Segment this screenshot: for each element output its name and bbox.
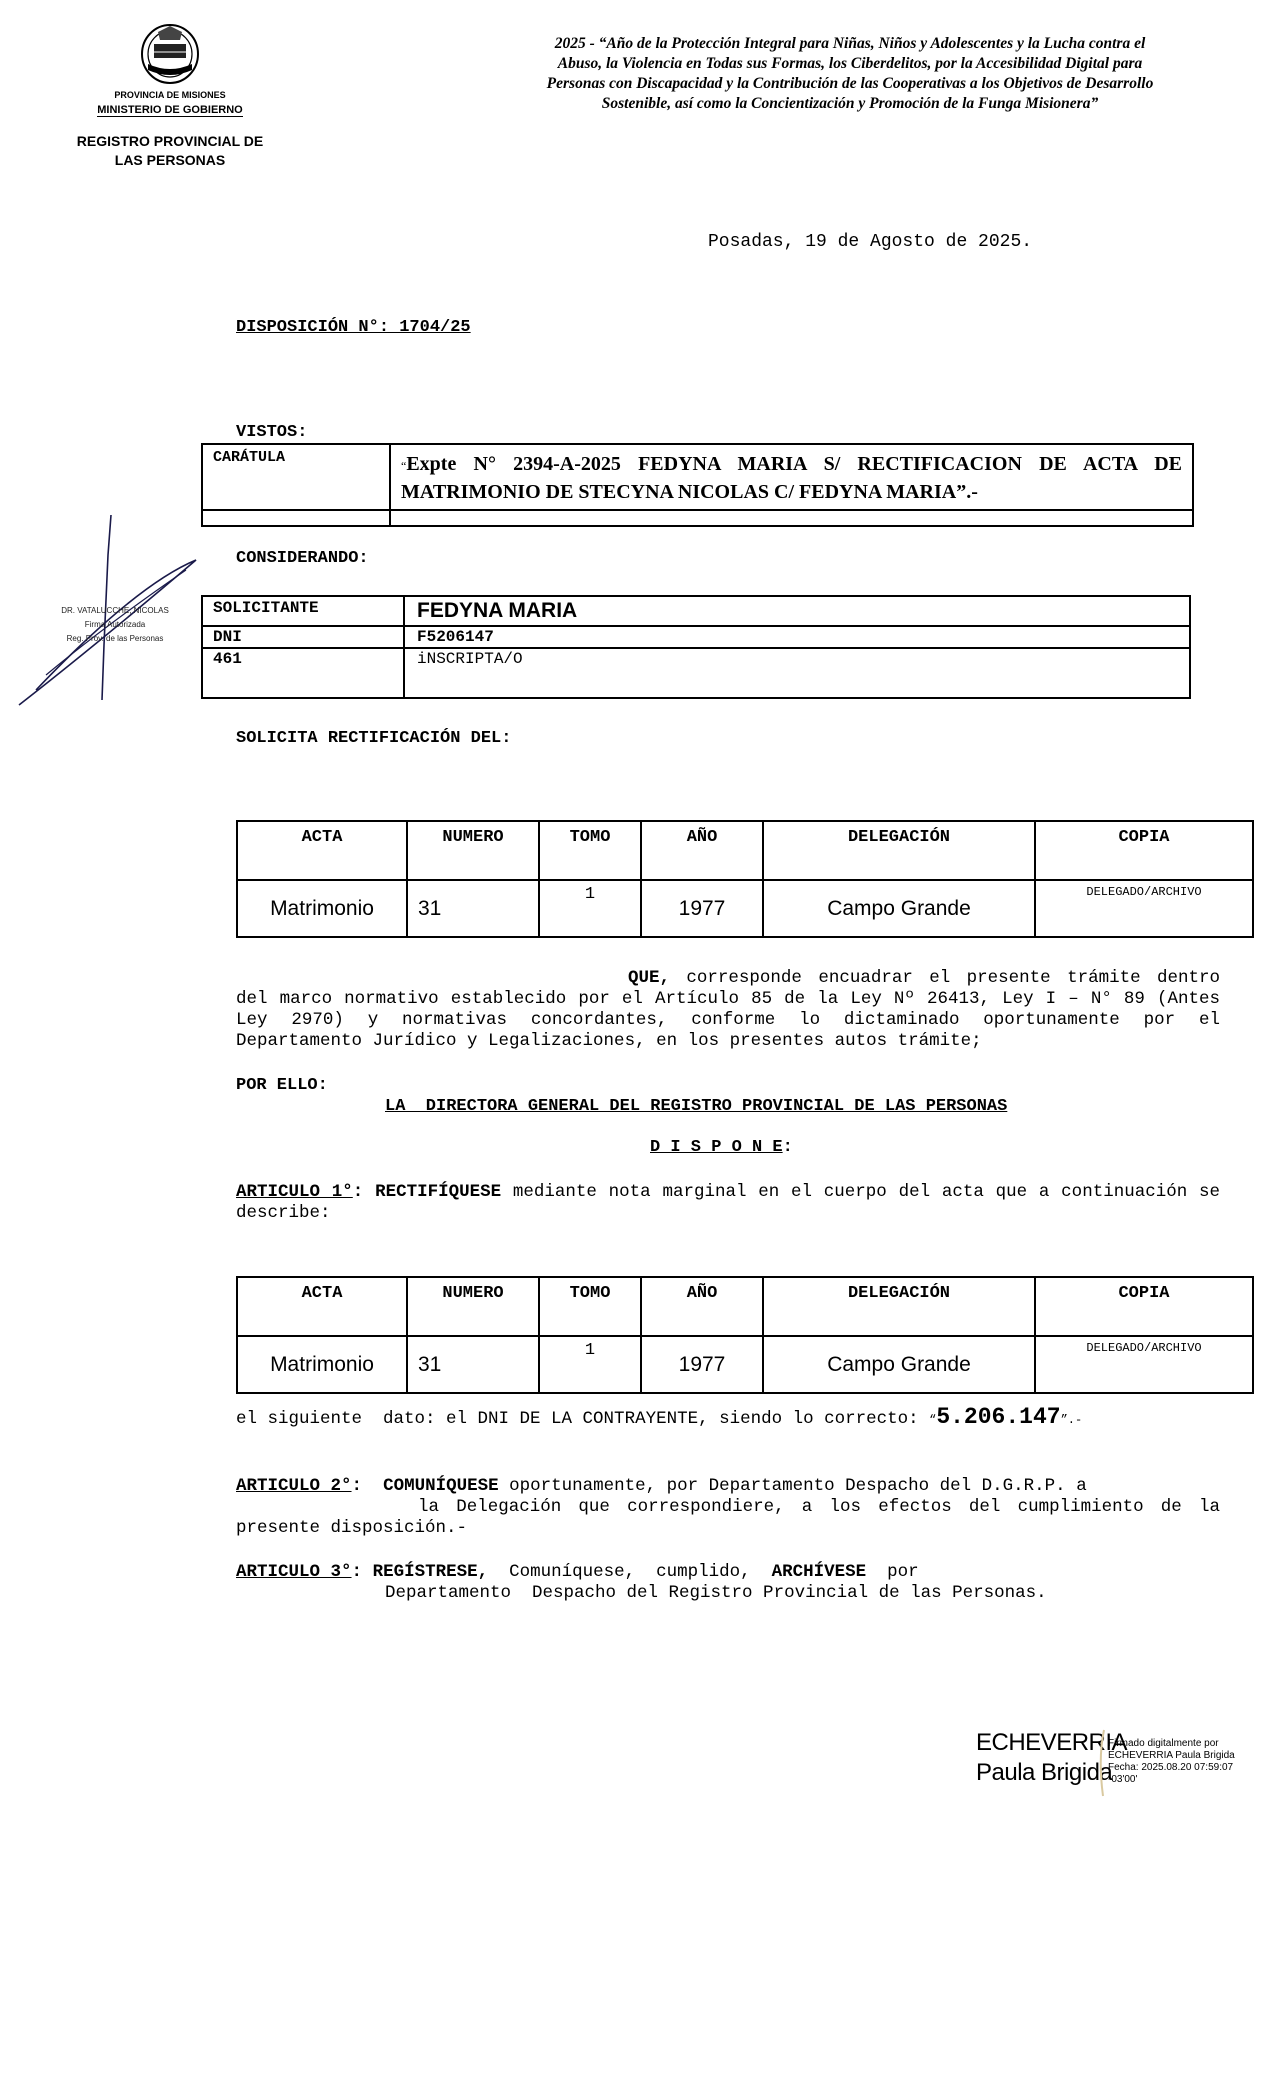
applicant-key-dni: DNI [202,626,404,648]
articulo-2-line1 [236,1476,1220,1497]
acta-cell-numero: 31 [407,880,539,937]
caratula-empty-cell [390,510,1193,526]
applicant-status: iNSCRIPTA/O [404,648,1190,698]
articulo-3-verb1: REGÍSTRESE, [372,1562,489,1582]
caratula-empty-cell [202,510,390,526]
articulo-2-label: ARTICULO 2° [236,1476,352,1496]
dato-line [236,1404,1082,1430]
province-label: PROVINCIA DE MISIONES [114,90,226,100]
letterhead-logo-block [70,22,270,170]
articulo-2-text2: la Delegación que correspondiere, a los efectos del cumplimiento de la presente disposición.- [236,1497,1220,1538]
dato-prefix: el siguiente dato: el DNI DE LA CONTRAYENTE, siendo lo correcto: [236,1409,930,1429]
disposition-number: DISPOSICIÓN N°: 1704/25 [236,318,471,337]
ministry-label: MINISTERIO DE GOBIERNO [97,104,243,116]
articulo-3-colon: : [351,1562,363,1582]
acta2-cell-anio: 1977 [641,1336,763,1393]
dispone-text: D I S P O N E [650,1138,783,1157]
acta2-header-numero: NUMERO [407,1277,539,1336]
articulo-3-line2: Departamento Despacho del Registro Provincial de las Personas. [385,1583,1047,1603]
signer-surname: ECHEVERRIA [976,1729,1128,1756]
year-motto: 2025 - “Año de la Protección Integral para Niñas, Niños y Adolescentes y la Lucha contra el Abuso, la Violencia en Todas sus Formas, los Ciberdelitos, por la Accesibilidad Digital para Personas con Discapacidad y la Contribución de las Cooperativas a los Objetivos de Desarrollo Sostenible, así como la Concientización y Promoción de la Funga Misionera” [546,35,1154,112]
considerando-label: CONSIDERANDO: [236,549,369,568]
dato-open-quote: “ [929,1413,937,1427]
acta2-cell-delegacion: Campo Grande [763,1336,1035,1393]
solicita-label: SOLICITA RECTIFICACIÓN DEL: [236,729,512,748]
caratula-text-cell [390,444,1193,510]
acta-header-copia: COPIA [1035,821,1253,880]
signature-detail-2: ECHEVERRIA Paula Brigida [1108,1750,1235,1761]
acta-table-original [236,820,1254,938]
articulo-1-label: ARTICULO 1° [236,1182,353,1202]
articulo-2-text1: oportunamente, por Departamento Despacho del D.G.R.P. a [498,1476,1087,1496]
directora-heading: LA DIRECTORA GENERAL DEL REGISTRO PROVINCIAL DE LAS PERSONAS [385,1097,1008,1116]
articulo-2-colon: : [351,1476,363,1496]
acta2-cell-numero: 31 [407,1336,539,1393]
acta-cell-delegacion: Campo Grande [763,880,1035,937]
articulo-3-mid: Comuníquese, cumplido, [488,1562,772,1582]
dispone-heading [650,1138,793,1157]
articulo-3-tail: por [866,1562,919,1582]
articulo-3-paragraph [236,1562,1220,1604]
dato-suffix-quote: ”.- [1060,1413,1083,1427]
applicant-name: FEDYNA MARIA [404,596,1190,626]
signature-detail-1: Firmado digitalmente por [1108,1738,1219,1749]
date-line: Posadas, 19 de Agosto de 2025. [708,232,1033,252]
que-paragraph [236,968,1220,1052]
acta-header-numero: NUMERO [407,821,539,880]
side-signature-name: DR. VATALUCCHE, NICOLAS [61,606,169,615]
caratula-open-quote: “ [401,459,407,473]
caratula-text: Expte N° 2394-A-2025 FEDYNA MARIA S/ RECTIFICACION DE ACTA DE MATRIMONIO DE STECYNA NICOLAS C/ FEDYNA MARIA”.- [401,453,1182,503]
applicant-table [201,595,1191,699]
acta-header-tomo: TOMO [539,821,641,880]
acta-cell-acta: Matrimonio [237,880,407,937]
que-lead: QUE, [628,968,671,988]
acta2-cell-copia: DELEGADO/ARCHIVO [1035,1336,1253,1393]
acta2-cell-acta: Matrimonio [237,1336,407,1393]
acta-header-acta: ACTA [237,821,407,880]
digital-signature-block [976,1728,1235,1788]
signature-details [1108,1738,1248,1786]
acta2-header-delegacion: DELEGACIÓN [763,1277,1035,1336]
articulo-2-verb: COMUNÍQUESE [383,1476,499,1496]
articulo-1-verb: RECTIFÍQUESE [375,1182,502,1202]
articulo-1-colon: : [352,1182,364,1202]
side-signature-stamp [55,604,175,646]
dato-value: 5.206.147 [936,1404,1061,1430]
acta-header-anio: AÑO [641,821,763,880]
acta2-cell-tomo: 1 [539,1336,641,1393]
acta-cell-tomo: 1 [539,880,641,937]
provincial-seal-icon [130,22,210,88]
acta2-header-tomo: TOMO [539,1277,641,1336]
vistos-label: VISTOS: [236,423,308,442]
acta-table-rectified [236,1276,1254,1394]
acta-header-delegacion: DELEGACIÓN [763,821,1035,880]
caratula-label: CARÁTULA [202,444,390,510]
articulo-1-text: mediante nota marginal en el cuerpo del acta que a continuación se describe: [236,1182,1220,1223]
signature-detail-3: Fecha: 2025.08.20 07:59:07 [1108,1762,1234,1773]
acta-cell-anio: 1977 [641,880,763,937]
articulo-3-label: ARTICULO 3° [236,1562,352,1582]
office-label-line2: LAS PERSONAS [114,152,226,168]
acta-cell-copia: DELEGADO/ARCHIVO [1035,880,1253,937]
applicant-key-461: 461 [202,648,404,698]
articulo-2-paragraph [236,1476,1220,1539]
applicant-dni: F5206147 [404,626,1190,648]
signature-detail-4: -03'00' [1108,1774,1138,1785]
side-signature-role: Firma Autorizada [84,620,146,629]
por-ello-label: POR ELLO: [236,1076,328,1095]
articulo-1-paragraph [236,1182,1220,1224]
articulo-3-line1 [236,1562,1220,1583]
que-text: corresponde encuadrar el presente trámite dentro del marco normativo establecido por el Artículo 85 de la Ley Nº 26413, Ley I – N° 89 (Antes Ley 2970) y normativas concordantes, conforme lo dictaminado oportunamente por el Departamento Jurídico y Legalizaciones, en los presentes autos trámite; [236,968,1220,1051]
office-label-line1: REGISTRO PROVINCIAL DE [76,133,264,149]
acta2-header-anio: AÑO [641,1277,763,1336]
acta2-header-copia: COPIA [1035,1277,1253,1336]
signer-given-names: Paula Brigida [976,1759,1113,1786]
dispone-colon: : [782,1138,793,1157]
articulo-3-verb2: ARCHÍVESE [771,1562,867,1582]
applicant-key-solicitante: SOLICITANTE [202,596,404,626]
caratula-table [201,443,1194,527]
side-signature-office: Reg. Prov. de las Personas [66,634,164,643]
acta2-header-acta: ACTA [237,1277,407,1336]
